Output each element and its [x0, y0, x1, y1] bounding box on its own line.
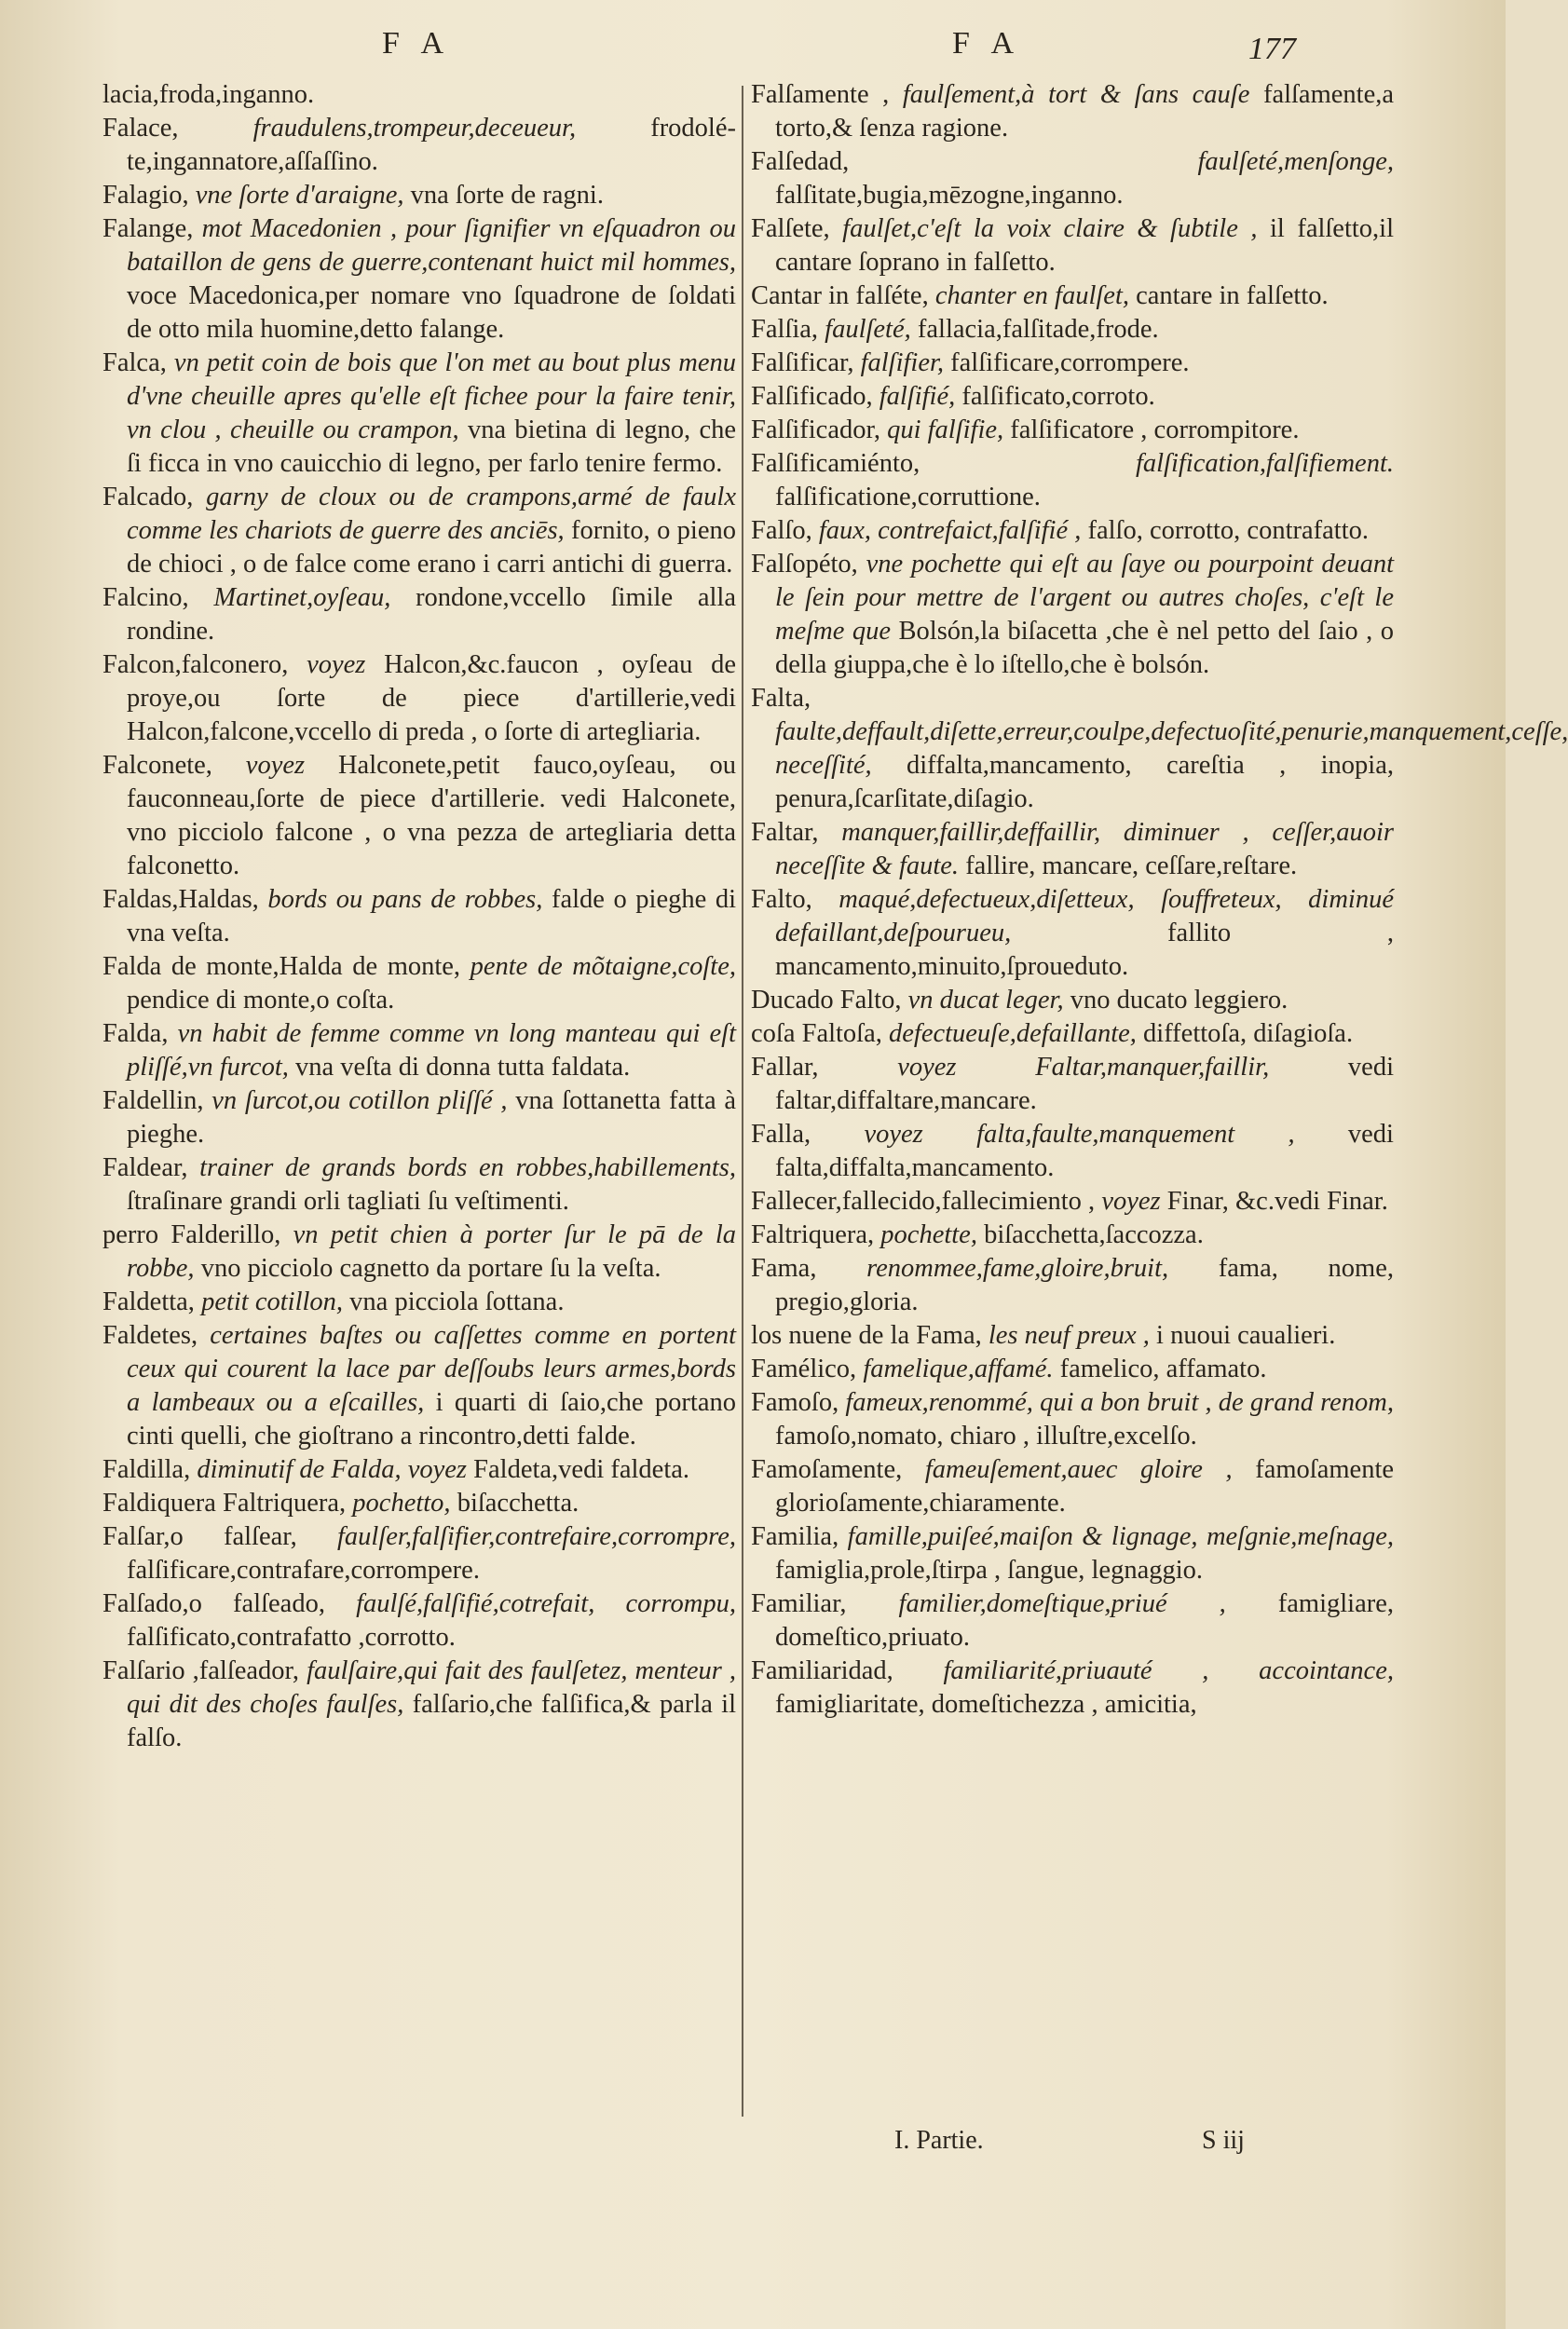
- entry-italian: vno picciolo cagnetto da portare ſu la veſta.: [194, 1254, 661, 1283]
- entry-italian: Halconete,petit fauco,oyſeau, ou fauconneau,ſorte de piece d'artillerie. vedi Halconete, vno picciolo falcone , o vna pezza de artegliaria detta falconetto.: [127, 751, 736, 880]
- dictionary-entry: [751, 1587, 1394, 1655]
- entry-headword: Falſia,: [751, 315, 819, 344]
- dictionary-entry: [751, 816, 1394, 883]
- entry-french: familiarité,priuauté , accointance,: [893, 1656, 1394, 1685]
- dictionary-entry: [102, 212, 736, 347]
- entry-headword: Falagio,: [102, 181, 189, 210]
- entry-french: pochetto,: [346, 1489, 451, 1518]
- dictionary-entry: [751, 1219, 1394, 1252]
- dictionary-entry: [751, 380, 1394, 414]
- entry-italian: frodolé-te,ingannatore,aſſaſſino.: [127, 114, 736, 176]
- entry-french: vn petit coin de bois que l'on met au bout plus menu d'vne cheuille apres qu'elle eſt fichee pour la faire tenir, vn clou , cheuille ou crampon,: [127, 348, 736, 444]
- entry-french: faulſeté,: [818, 315, 911, 344]
- entry-french: famille,puiſeé,maiſon & lignage, meſgnie,meſnage,: [839, 1522, 1394, 1551]
- entry-italian: falſamente,a torto,& ſenza ragione.: [775, 80, 1394, 143]
- entry-italian: famigliaritate, domeſtichezza , amicitia,: [775, 1690, 1197, 1719]
- entry-italian: vno ducato leggiero.: [1063, 986, 1288, 1015]
- entry-headword: Familiaridad,: [751, 1656, 893, 1685]
- entry-headword: Falſificado,: [751, 382, 873, 411]
- entry-italian: diffettoſa, diſagioſa.: [1136, 1019, 1354, 1048]
- dictionary-entry: [751, 1520, 1394, 1587]
- entry-headword: los nuene de la Fama,: [751, 1321, 982, 1350]
- dictionary-entry: [102, 179, 736, 212]
- entry-italian: biſacchetta.: [450, 1489, 579, 1518]
- entry-french: mot Macedonien , pour ſignifier vn eſquadron ou bataillon de gens de guerre,contenant huict mil hommes,: [127, 214, 736, 277]
- dictionary-entry: [751, 984, 1394, 1017]
- entry-italian: pendice di monte,o coſta.: [127, 986, 395, 1015]
- running-head-right: F A: [952, 26, 1022, 61]
- dictionary-entry: [102, 1587, 736, 1655]
- entry-italian: falde o pieghe di vna veſta.: [127, 885, 736, 947]
- entry-french: vne pochette qui eſt au ſaye ou pourpoint deuant le ſein pour mettre de l'argent ou autres choſes, c'eſt le meſme que: [775, 550, 1394, 646]
- dictionary-entry: [102, 1655, 736, 1755]
- entry-italian: Bolsón,la biſacetta ,che è nel petto del ſaio , o della giuppa,che è lo iſtello,che è bolsón.: [775, 617, 1394, 679]
- entry-headword: Falſamente ,: [751, 80, 890, 109]
- entry-headword: Falla,: [751, 1120, 811, 1149]
- entry-french: faulſé,falſifié,cotrefait, corrompu,: [324, 1589, 736, 1618]
- dictionary-entry: [102, 1219, 736, 1286]
- dictionary-entry: [751, 1017, 1394, 1051]
- entry-italian: i nuoui caualieri.: [1149, 1321, 1336, 1350]
- entry-french: famelique,affamé.: [856, 1355, 1054, 1383]
- entry-italian: falſario,che falſifica,& parla il falſo.: [127, 1690, 736, 1752]
- dictionary-entry: [751, 279, 1394, 313]
- entry-headword: Faldetta,: [102, 1287, 195, 1316]
- entry-headword: Falange,: [102, 214, 194, 243]
- entry-italian: falſificatione,corruttione.: [775, 483, 1041, 511]
- entry-headword: Falda de monte,Halda de monte,: [102, 952, 461, 981]
- entry-french: voyez: [288, 650, 366, 679]
- entry-headword: Falſado,o falſeado,: [102, 1589, 325, 1618]
- entry-italian: famoſamente glorioſamente,chiaramente.: [775, 1455, 1395, 1518]
- entry-italian: vna veſta di donna tutta faldata.: [288, 1053, 631, 1082]
- entry-headword: Cantar in falſéte,: [751, 281, 929, 310]
- entry-french: faulſeté,menſonge,: [849, 147, 1394, 176]
- dictionary-entry: [751, 1655, 1394, 1722]
- entry-italian: biſacchetta,ſaccozza.: [976, 1220, 1204, 1249]
- entry-italian: vna picciola ſottana.: [343, 1287, 565, 1316]
- dictionary-entry: [102, 1453, 736, 1487]
- dictionary-entry: [751, 514, 1394, 548]
- entry-italian: fallacia,falſitade,frode.: [910, 315, 1159, 344]
- entry-french: bords ou pans de robbes,: [258, 885, 543, 914]
- entry-italian: fama, nome, pregio,gloria.: [775, 1254, 1394, 1316]
- dictionary-entry: [751, 1453, 1394, 1520]
- entry-italian: ſtraſinare grandi orli tagliati ſu veſtimenti.: [127, 1187, 569, 1216]
- entry-italian: famiglia,prole,ſtirpa , ſangue, legnaggio.: [775, 1556, 1204, 1585]
- entry-italian: vna ſottanetta fatta à pieghe.: [127, 1086, 736, 1149]
- entry-italian: falſificatore , corrompitore.: [1003, 415, 1300, 444]
- entry-french: faulſement,à tort & ſans cauſe: [889, 80, 1250, 109]
- entry-italian: fallito , mancamento,minuito,ſproueduto.: [775, 919, 1394, 981]
- entry-french: Martinet,oyſeau,: [188, 583, 391, 612]
- entry-italian: il falſetto,il cantare ſoprano in falſetto.: [775, 214, 1394, 277]
- entry-french: voyez: [211, 751, 306, 780]
- entry-italian: famelico, affamato.: [1053, 1355, 1267, 1383]
- entry-italian: vedi falta,diffalta,mancamento.: [775, 1120, 1394, 1182]
- entry-headword: Falſificar,: [751, 348, 854, 377]
- column-divider: [742, 86, 743, 2117]
- entry-headword: Falcado,: [102, 483, 194, 511]
- entry-french: vne ſorte d'araigne,: [188, 181, 404, 210]
- dictionary-entry: [102, 347, 736, 481]
- entry-french: vn petit chien à porter ſur le pā de la robbe,: [127, 1220, 736, 1283]
- entry-headword: Falſete,: [751, 214, 830, 243]
- entry-headword: Falſificador,: [751, 415, 880, 444]
- entry-french: maqué,defectueux,diſetteux, ſouffreteux, diminué defaillant,deſpourueu,: [775, 885, 1394, 947]
- entry-french: fameux,renommé, qui a bon bruit , de grand renom,: [839, 1388, 1394, 1417]
- dictionary-entry: [102, 1151, 736, 1219]
- entry-headword: Falſopéto,: [751, 550, 858, 579]
- dictionary-entry: [751, 883, 1394, 984]
- entry-french: fraudulens,trompeur,deceueur,: [178, 114, 577, 143]
- entry-headword: Faldilla,: [102, 1455, 191, 1484]
- entry-italian: Finar, &c.vedi Finar.: [1160, 1187, 1388, 1216]
- entry-headword: Faltriquera,: [751, 1220, 875, 1249]
- entry-italian: falſificato,contrafatto ,corrotto.: [127, 1623, 456, 1652]
- dictionary-entry: [751, 145, 1394, 212]
- entry-french: les neuf preux ,: [981, 1321, 1150, 1350]
- entry-headword: Falſario ,falſeador,: [102, 1656, 300, 1685]
- entry-headword: Faldiquera Faltriquera,: [102, 1489, 347, 1518]
- entry-french: vn habit de femme comme vn long manteau qui eſt pliſſé,vn furcot,: [127, 1019, 736, 1082]
- entry-headword: Faldellin,: [102, 1086, 204, 1115]
- entry-french: chanter en faulſet,: [928, 281, 1129, 310]
- dictionary-entry: [102, 1520, 736, 1587]
- entry-french: faulſer,falſifier,contrefaire,corrompre,: [296, 1522, 736, 1551]
- entry-headword: Falda,: [102, 1019, 169, 1048]
- entry-headword: Famoſamente,: [751, 1455, 903, 1484]
- entry-french: falſifié,: [872, 382, 956, 411]
- entry-headword: Faldas,Haldas,: [102, 885, 259, 914]
- dictionary-entry: [102, 1084, 736, 1151]
- entry-italian: voce Macedonica,per nomare vno ſquadrone de ſoldati de otto mila huomine,detto falange.: [127, 281, 736, 344]
- entry-french: trainer de grands bords en robbes,habillements,: [187, 1153, 736, 1182]
- entry-italian: i quarti di ſaio,che portano cinti quelli, che gioſtrano a rincontro,detti falde.: [127, 1388, 736, 1451]
- dictionary-entry: [102, 749, 736, 883]
- entry-french: diminutif de Falda, voyez: [190, 1455, 468, 1484]
- dictionary-entry: [751, 1051, 1394, 1118]
- entry-italian: Faldeta,vedi faldeta.: [467, 1455, 690, 1484]
- dictionary-entry: [751, 1185, 1394, 1219]
- entry-italian: diffalta,mancamento, careſtia , inopia, penura,ſcarſitate,diſagio.: [775, 751, 1394, 813]
- dictionary-entry: [102, 1286, 736, 1319]
- entry-french: pochette,: [874, 1220, 977, 1249]
- dictionary-entry: [102, 1017, 736, 1084]
- entry-headword: Falca,: [102, 348, 167, 377]
- entry-french: voyez falta,faulte,manquement ,: [811, 1120, 1295, 1149]
- dictionary-entry: [102, 481, 736, 581]
- entry-headword: Falcino,: [102, 583, 189, 612]
- entry-headword: coſa Faltoſa,: [751, 1019, 882, 1048]
- entry-headword: Fallecer,fallecido,fallecimiento ,: [751, 1187, 1096, 1216]
- entry-french: garny de cloux ou de crampons,armé de faulx comme les chariots de guerre des anciēs,: [127, 483, 736, 545]
- entry-headword: Ducado Falto,: [751, 986, 902, 1015]
- entry-headword: Faldetes,: [102, 1321, 198, 1350]
- entry-italian: fallire, mancare, ceſſare,reſtare.: [959, 851, 1298, 880]
- entry-headword: Familia,: [751, 1522, 839, 1551]
- entry-headword: Falto,: [751, 885, 812, 914]
- entry-italian: fornito, o pieno de chioci , o de falce come erano i carri antichi di guerra.: [127, 516, 736, 579]
- footer-part: I. Partie.: [894, 2126, 984, 2155]
- entry-italian: falſitate,bugia,mēzogne,inganno.: [775, 181, 1124, 210]
- dictionary-entry: [751, 1386, 1394, 1453]
- entry-headword: Falſo,: [751, 516, 812, 545]
- dictionary-entry: [751, 347, 1394, 380]
- entry-headword: Falſar,o falſear,: [102, 1522, 297, 1551]
- entry-headword: Familiar,: [751, 1589, 847, 1618]
- entry-headword: perro Falderillo,: [102, 1220, 281, 1249]
- entry-french: manquer,faillir,deffaillir, diminuer , ceſſer,auoir neceſſite & faute.: [775, 818, 1394, 880]
- entry-french: vn ſurcot,ou cotillon pliſſé ,: [203, 1086, 508, 1115]
- entry-italian: falſo, corrotto, contrafatto.: [1081, 516, 1369, 545]
- entry-headword: Falconete,: [102, 751, 212, 780]
- left-column: [102, 78, 736, 2128]
- entry-italian: rondone,vccello ſimile alla rondine.: [127, 583, 736, 646]
- entry-italian: vedi faltar,diffaltare,mancare.: [775, 1053, 1394, 1115]
- entry-french: falſifier,: [853, 348, 945, 377]
- entry-headword: Faldear,: [102, 1153, 188, 1182]
- dictionary-entry: [751, 548, 1394, 682]
- entry-italian: falſificare,corrompere.: [944, 348, 1190, 377]
- entry-headword: Falta,: [751, 684, 811, 713]
- entry-french: renommee,fame,gloire,bruit,: [816, 1254, 1169, 1283]
- dictionary-entry: [751, 1353, 1394, 1386]
- entry-headword: Fama,: [751, 1254, 817, 1283]
- dictionary-entry: [751, 414, 1394, 447]
- entry-headword: Falcon,falconero,: [102, 650, 289, 679]
- entry-french: familier,domeſtique,priué ,: [846, 1589, 1226, 1618]
- entry-french: faulſet,c'eſt la voix claire & ſubtile ,: [829, 214, 1258, 243]
- dictionary-entry: [102, 1319, 736, 1453]
- entry-french: petit cotillon,: [194, 1287, 344, 1316]
- dictionary-entry: [751, 1118, 1394, 1185]
- footer-signature: S iij: [1202, 2126, 1245, 2155]
- running-head-left: F A: [382, 26, 452, 61]
- entry-french: pente de mõtaigne,coſte,: [460, 952, 737, 981]
- entry-italian: Halcon,&c.faucon , oyſeau de proye,ou ſorte de piece d'artillerie,vedi Halcon,falcone,vccello di preda , o ſorte di artegliaria.: [127, 650, 736, 746]
- entry-headword: Faltar,: [751, 818, 819, 847]
- dictionary-entry: [751, 1252, 1394, 1319]
- entry-french: fameuſement,auec gloire ,: [902, 1455, 1233, 1484]
- page-number: 177: [1248, 32, 1296, 66]
- dictionary-entry: [102, 883, 736, 950]
- entry-headword: Famoſo,: [751, 1388, 839, 1417]
- dictionary-entry: [102, 648, 736, 749]
- entry-italian: falſificare,contrafare,corrompere.: [127, 1556, 480, 1585]
- entry-french: voyez Faltar,manquer,faillir,: [818, 1053, 1270, 1082]
- entry-headword: Falſificamiénto,: [751, 449, 920, 478]
- entry-italian: vna ſorte de ragni.: [403, 181, 604, 210]
- entry-headword: Falace,: [102, 114, 179, 143]
- entry-headword: lacia,froda,inganno.: [102, 80, 315, 109]
- entry-french: certaines baſtes ou caſſettes comme en portent ceux qui courent la lace par deſſoubs leurs armes,bords a lambeaux ou a eſcailles,: [127, 1321, 736, 1417]
- dictionary-entry: [751, 682, 1568, 816]
- entry-italian: vna bietina di legno, che ſi ficca in vno cauicchio di legno, per farlo tenire fermo.: [127, 415, 736, 478]
- dictionary-entry: [102, 1487, 736, 1520]
- entry-french: faulſaire,qui fait des faulſetez, menteur , qui dit des choſes faulſes,: [127, 1656, 736, 1719]
- entry-french: qui falſifie,: [879, 415, 1004, 444]
- entry-headword: Famélico,: [751, 1355, 857, 1383]
- entry-italian: famoſo,nomato, chiaro , illuſtre,excelſo.: [775, 1422, 1197, 1451]
- entry-french: faulte,deffault,diſette,erreur,coulpe,defectuoſité,penurie,manquement,ceſſe, neceſſité,: [775, 717, 1568, 780]
- dictionary-entry: [751, 212, 1394, 279]
- dictionary-entry: [102, 950, 736, 1017]
- entry-french: defectueuſe,defaillante,: [881, 1019, 1137, 1048]
- dictionary-entry: [751, 447, 1394, 514]
- dictionary-entry: [102, 581, 736, 648]
- dictionary-entry: [751, 78, 1394, 145]
- dictionary-entry: [751, 313, 1394, 347]
- dictionary-entry: [102, 78, 736, 112]
- entry-italian: falſificato,corroto.: [955, 382, 1155, 411]
- right-column: [751, 78, 1568, 2128]
- entry-italian: famigliare, domeſtico,priuato.: [775, 1589, 1394, 1652]
- dictionary-entry: [751, 1319, 1394, 1353]
- entry-headword: Fallar,: [751, 1053, 819, 1082]
- entry-french: vn ducat leger,: [901, 986, 1064, 1015]
- entry-french: voyez: [1095, 1187, 1161, 1216]
- dictionary-entry: [102, 112, 736, 179]
- entry-headword: Falſedad,: [751, 147, 850, 176]
- entry-french: faux, contrefaict,falſifié ,: [811, 516, 1082, 545]
- entry-italian: cantare in falſetto.: [1129, 281, 1329, 310]
- entry-french: falſification,falſifiement.: [920, 449, 1394, 478]
